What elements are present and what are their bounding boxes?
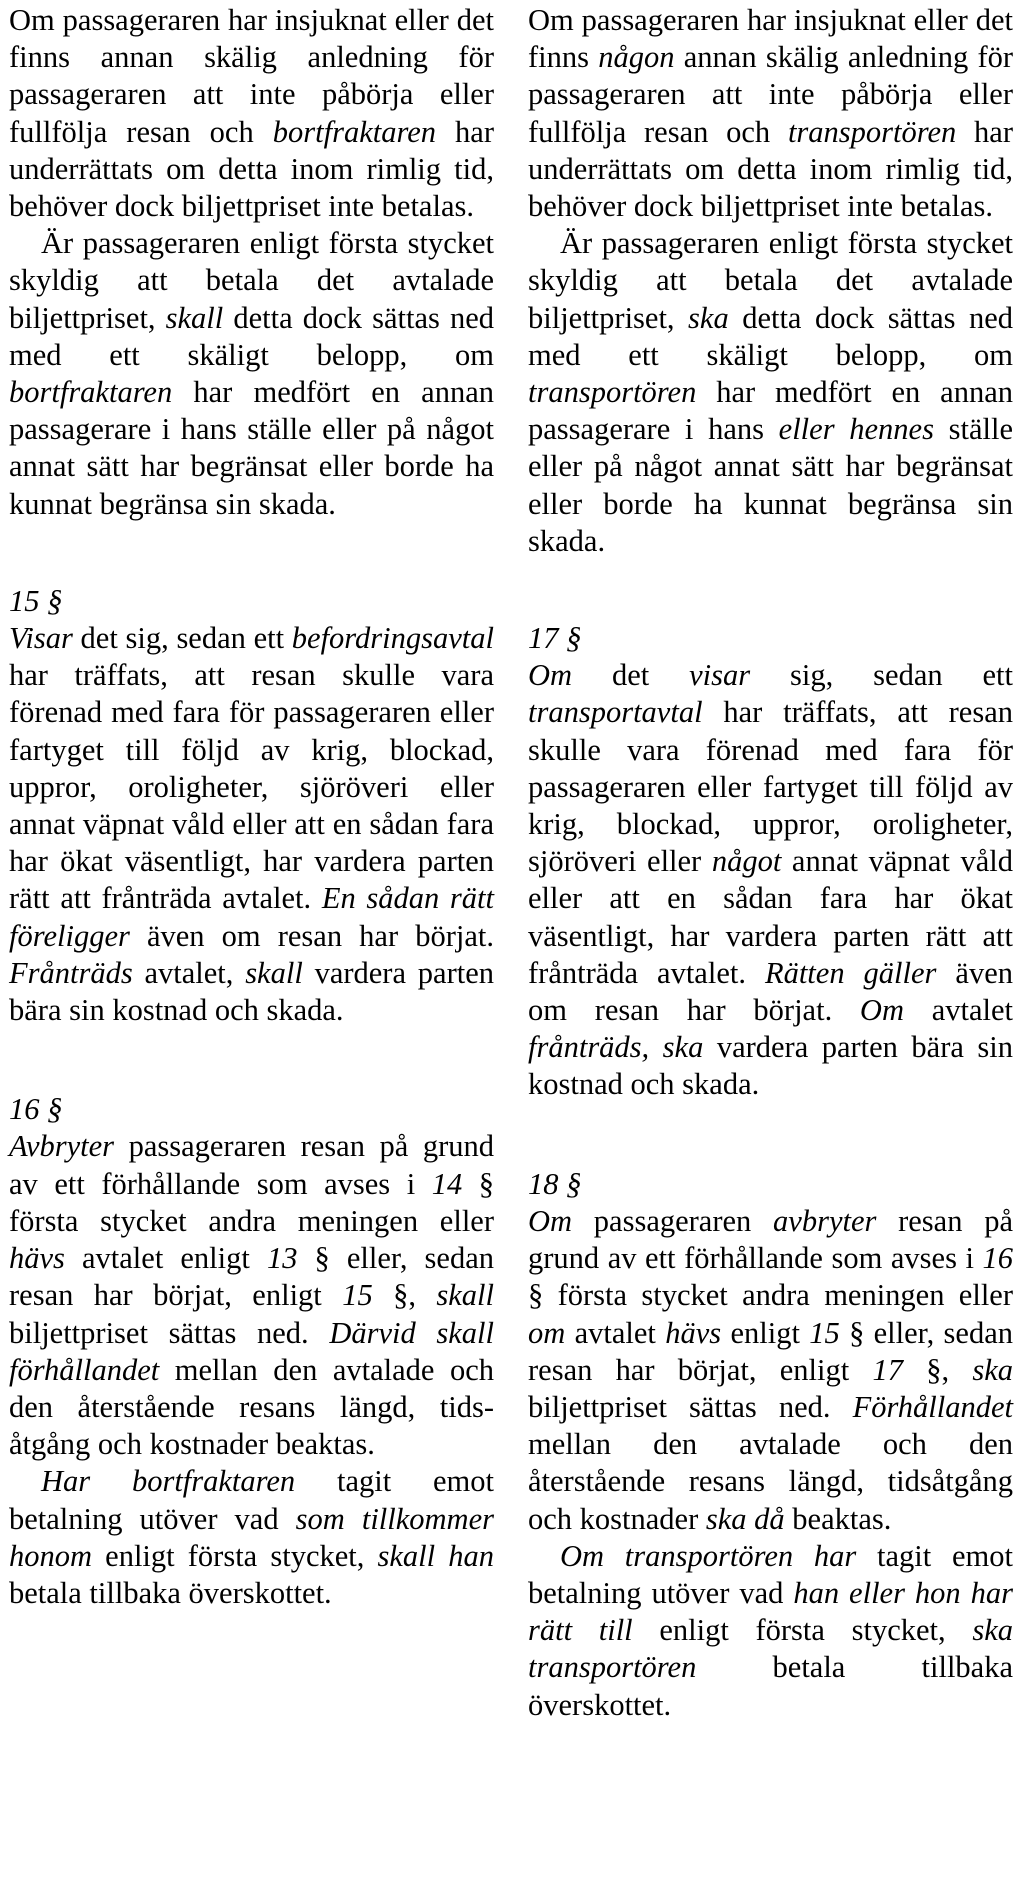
text-segment: resan på grund av ett förhållande som avses i [528, 1203, 1013, 1276]
italic-text-segment: 14 [431, 1166, 463, 1201]
paragraph [528, 225, 1013, 560]
text-segment: § första stycket andra meningen eller [528, 1278, 1013, 1313]
text-segment: annan skälig anledning för passageraren att inte påbörja eller fullfölja resan och [528, 40, 1014, 149]
text-segment: det [572, 658, 690, 693]
text-segment: passageraren resan på grund av ett förhållande som avses i [9, 1129, 494, 1201]
text-segment: §, [902, 1352, 973, 1387]
text-segment: Är passageraren enligt första stycket skyldig att betala det avtalade biljettpriset, [528, 226, 1013, 335]
text-segment: Om passageraren har insjuknat eller det finns [528, 3, 1013, 75]
text-segment: vardera parten bära sin kostnad och skada. [528, 1030, 1013, 1102]
text-segment: §, [372, 1278, 437, 1313]
section-heading: 17 § [528, 621, 582, 656]
italic-text-segment: ska [688, 300, 729, 335]
italic-text-segment: skall han [377, 1538, 495, 1573]
italic-text-segment: som tillkommer honom [9, 1501, 494, 1573]
text-segment: har medfört en annan passagerare i hans ställe eller på något annat sätt har begränsat eller borde ha kunnat begränsa sin skada. [9, 375, 494, 521]
column-left [9, 2, 494, 1612]
italic-text-segment: avbryter [773, 1203, 877, 1238]
section-block [9, 2, 494, 523]
text-segment: mellan den avtalade och den återstående resans längd, tidsåtgång och kostnader beaktas. [9, 1352, 494, 1462]
text-segment: har träffats, att resan skulle vara förenad med fara för passageraren eller fartyget till följd av krig, blockad, uppror, oroligheter, sjöröveri eller annat väpnat våld eller att en sådan fara har ökat väsentligt, har vardera parten rätt att frånträda avtalet. [9, 658, 494, 916]
text-segment: Om passageraren har insjuknat eller det finns annan skälig anledning för passageraren att inte påbörja eller fullfölja resan och [9, 3, 494, 149]
italic-text-segment: 16 [982, 1241, 1013, 1276]
italic-text-segment: 15 [342, 1278, 373, 1313]
text-segment: § första stycket andra meningen eller [9, 1166, 494, 1238]
section-block [9, 1091, 494, 1612]
italic-text-segment: 15 [809, 1315, 840, 1350]
italic-text-segment: transportören [528, 375, 697, 410]
italic-text-segment: Om [859, 993, 904, 1028]
italic-text-segment: transportavtal [528, 695, 703, 730]
text-segment: enligt första stycket, [632, 1613, 973, 1648]
text-segment: avtalet [903, 993, 1013, 1028]
text-segment: har träffats, att resan skulle vara förenad med fara för passageraren eller fartyget till följd av krig, blockad, uppror, oroligheter, sjöröveri eller [528, 695, 1013, 879]
paragraph [528, 2, 1013, 225]
italic-text-segment: Har bortfraktaren [41, 1464, 296, 1499]
text-segment: sig, sedan ett [750, 658, 1013, 693]
text-segment: betala tillbaka överskottet. [528, 1650, 1013, 1722]
italic-text-segment: befordringsavtal [291, 621, 494, 656]
italic-text-segment: Därvid skall förhållandet [9, 1315, 494, 1387]
paragraph [9, 1463, 494, 1612]
italic-text-segment: eller hennes [778, 412, 934, 447]
italic-text-segment: frånträds, ska [528, 1030, 704, 1065]
italic-text-segment: Om [528, 1203, 573, 1238]
italic-text-segment: bortfraktaren [9, 375, 173, 410]
italic-text-segment: bortfraktaren [272, 114, 436, 149]
text-segment: har underrättats om detta inom rimlig tid, behöver dock biljettpriset inte betalas. [9, 114, 494, 224]
italic-text-segment: ska då [705, 1501, 785, 1536]
text-segment: har medfört en annan passagerare i hans [528, 375, 1013, 447]
text-segment: tagit emot betalning utöver vad [9, 1464, 494, 1536]
text-segment: annat väpnat våld eller att en sådan fara har ökat väsentligt, har vardera parten rätt att frånträda avtalet. [528, 844, 1013, 990]
paragraph [9, 1128, 494, 1463]
italic-text-segment: 13 [266, 1241, 298, 1276]
text-segment: Är passageraren enligt första stycket skyldig att betala det avtalade biljettpriset, [9, 226, 494, 335]
italic-text-segment: något [711, 844, 782, 879]
text-segment: § eller, sedan resan har börjat, enligt [528, 1315, 1013, 1387]
text-segment: biljettpriset sättas ned. [9, 1315, 330, 1350]
section-heading: 16 § [9, 1092, 63, 1127]
text-segment: avtalet, [132, 955, 246, 990]
text-segment: även om resan har börjat. [528, 955, 1013, 1028]
text-segment: detta dock sättas ned med ett skäligt belopp, om [9, 300, 494, 372]
column-right [528, 2, 1013, 1724]
text-segment: enligt [721, 1315, 810, 1350]
paragraph [528, 1538, 1013, 1724]
italic-text-segment: ska [972, 1352, 1013, 1387]
italic-text-segment: han eller hon har rätt till [528, 1575, 1013, 1648]
italic-text-segment: Frånträds [9, 955, 133, 990]
section-block [528, 620, 1013, 1104]
italic-text-segment: ska transportören [528, 1613, 1013, 1685]
italic-text-segment: Avbryter [9, 1129, 115, 1164]
section-block [528, 1166, 1013, 1724]
italic-text-segment: En sådan rätt föreligger [9, 881, 494, 953]
italic-text-segment: Om [528, 658, 573, 693]
italic-text-segment: Rätten gäller [764, 955, 937, 990]
section-heading: 18 § [528, 1166, 582, 1201]
text-segment: även om resan har börjat. [129, 918, 494, 953]
text-segment: passageraren [572, 1203, 774, 1238]
text-segment: § eller, sedan resan har börjat, enligt [9, 1241, 495, 1313]
italic-text-segment: hävs [665, 1315, 722, 1350]
text-segment: vardera parten bära sin kostnad och skada. [9, 955, 494, 1028]
text-segment: det sig, sedan ett [72, 621, 292, 656]
italic-text-segment: visar [689, 658, 751, 693]
paragraph [528, 1203, 1013, 1538]
italic-text-segment: hävs [9, 1241, 65, 1276]
text-segment: detta dock sättas ned med ett skäligt belopp, om [528, 300, 1013, 372]
italic-text-segment: om [528, 1315, 566, 1350]
text-segment: avtalet [565, 1315, 666, 1350]
text-segment: avtalet enligt [64, 1241, 267, 1276]
italic-text-segment: skall [436, 1278, 494, 1313]
italic-text-segment: Visar [9, 621, 73, 656]
text-segment: har underrättats om detta inom rimlig tid, behöver dock biljettpriset inte betalas. [528, 114, 1013, 224]
italic-text-segment: skall [165, 300, 224, 335]
italic-text-segment: 17 [872, 1352, 903, 1387]
text-segment: tagit emot betalning utöver vad [528, 1538, 1013, 1610]
italic-text-segment: Om transportören har [560, 1538, 857, 1573]
text-segment: biljettpriset sättas ned. [528, 1389, 853, 1424]
text-segment: betala tillbaka överskottet. [9, 1575, 332, 1610]
text-segment: ställe eller på något annat sätt har begränsat eller borde ha kunnat begränsa sin skada. [528, 412, 1014, 558]
italic-text-segment: någon [598, 40, 675, 75]
paragraph [9, 620, 494, 1029]
text-segment: mellan den avtalade och den återstående resans längd, tidsåtgång och kostnader [528, 1427, 1013, 1536]
text-segment: beaktas. [784, 1501, 892, 1536]
paragraph [528, 657, 1013, 1103]
paragraph [9, 2, 494, 225]
section-heading: 15 § [9, 583, 63, 618]
italic-text-segment: Förhållandet [852, 1389, 1013, 1424]
italic-text-segment: transportören [787, 114, 957, 149]
section-block [9, 583, 494, 1029]
text-segment: enligt första stycket, [92, 1538, 378, 1573]
paragraph [9, 225, 494, 523]
section-block [528, 2, 1013, 560]
italic-text-segment: skall [245, 955, 303, 990]
